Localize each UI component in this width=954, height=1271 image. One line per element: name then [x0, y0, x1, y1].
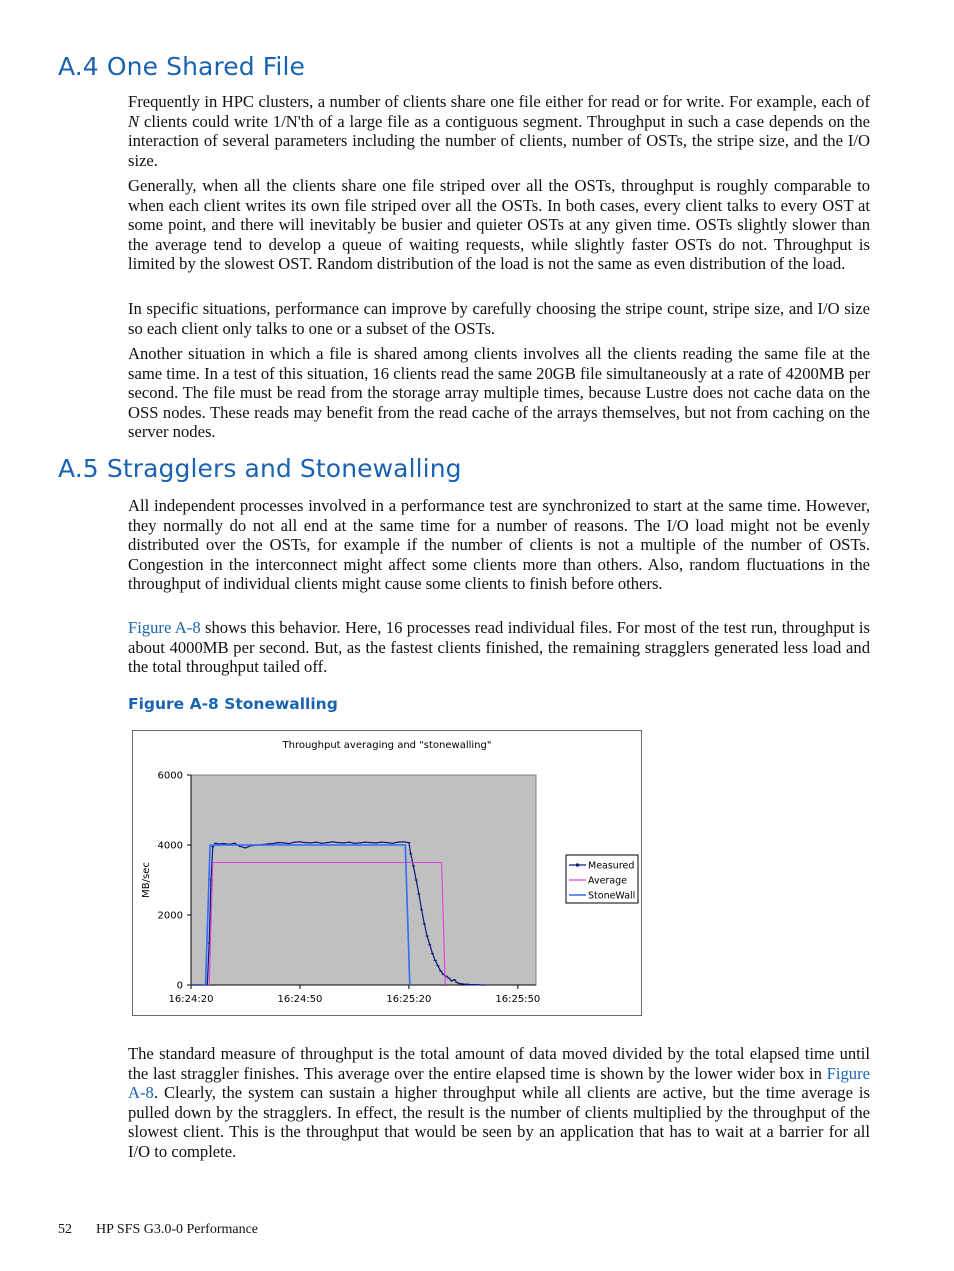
paragraph-a4-4: Another situation in which a file is shared among clients involves all the clients reading the same file at the same time. In a test of this situation, 16 clients read the same 20GB file simultaneously at a rate of 4200MB per second. The file must be read from the storage array multiple times, because Lustre does not cache data on the OSS nodes. These reads may benefit from the read cache of the arrays themselves, but not from caching on the server nodes. [128, 344, 870, 441]
paragraph-text: clients could write 1/N'th of a large file as a contiguous segment. Throughput in such a case depends on the interaction of several parameters including the number of clients, number of OSTs, the stripe size, and the I/O size. [128, 111, 870, 170]
x-axis [169, 985, 541, 1005]
paragraph-a4-2: Generally, when all the clients share one file striped over all the OSTs, throughput is roughly comparable to when each client writes its own file striped over all the OSTs. In both cases, every client talks to every OST at some point, and there will inevitably be busier and quieter OSTs at any given time. OSTs slightly slower than the average tend to develop a queue of waiting requests, while slightly faster OSTs do not. Throughput is limited by the slowest OST. Random distribution of the load is not the same as even distribution of the load. [128, 176, 870, 273]
chart-svg [133, 731, 641, 1015]
paragraph-text: The standard measure of throughput is the total amount of data moved divided by the total elapsed time until the last straggler finishes. This average over the entire elapsed time is shown by the lower wider box in [128, 1044, 870, 1083]
page-number: 52 [58, 1222, 72, 1237]
document-title: HP SFS G3.0-0 Performance [96, 1222, 259, 1237]
legend-label: StoneWall [588, 890, 636, 902]
paragraph-a5-1: All independent processes involved in a performance test are synchronized to start at the same time. However, they normally do not all end at the same time for a number of reasons. The I/O load might not be evenly distributed over the OSTs, for example if the number of clients is not a multiple of the number of OSTs. Congestion in the interconnect might affect some clients more than others. Also, random fluctuations in the throughput of individual clients might cause some clients to finish before others. [128, 496, 870, 593]
y-tick-label: 2000 [157, 910, 183, 922]
paragraph-a4-3: In specific situations, performance can improve by carefully choosing the stripe count, stripe size, and I/O size so each client only talks to one or a subset of the OSTs. [128, 299, 870, 338]
stonewalling-chart [132, 730, 642, 1016]
chart-title: Throughput averaging and "stonewalling" [282, 740, 492, 751]
figure-link[interactable]: Figure A-8 [128, 618, 201, 637]
y-axis-label: MB/sec [141, 862, 152, 898]
legend-label: Average [588, 875, 628, 887]
paragraph-text: Frequently in HPC clusters, a number of clients share one file either for read or for write. For example, each of [128, 92, 870, 111]
x-tick-label: 16:24:50 [277, 994, 323, 1005]
paragraph-emphasis: N [128, 111, 140, 131]
x-tick-label: 16:25:50 [495, 994, 541, 1005]
y-tick-label: 6000 [157, 770, 183, 782]
paragraph-a4-1 [128, 92, 870, 170]
y-tick-label: 4000 [157, 840, 183, 852]
x-tick-label: 16:24:20 [168, 994, 214, 1005]
paragraph-a5-3 [128, 1044, 870, 1161]
figure-link[interactable]: Figure A-8 [128, 1063, 870, 1102]
paragraph-text: shows this behavior. Here, 16 processes read individual files. For most of the test run, throughput is about 4000MB per second. But, as the fastest clients finished, the remaining stragglers generated less load and the total throughput tailed off. [128, 618, 870, 676]
y-tick-label: 0 [176, 980, 183, 992]
section-heading-a4: A.4 One Shared File [58, 52, 306, 81]
paragraph-a5-2 [128, 618, 870, 677]
y-axis [158, 771, 191, 992]
paragraph-text: . Clearly, the system can sustain a higher throughput while all clients are active, but the time average is pulled down by the stragglers. In effect, the result is the number of clients multiplied by the throughput of the slowest client. This is the throughput that would be seen by an application that has to wait at a barrier for all I/O to complete. [128, 1083, 870, 1161]
plot-area [191, 775, 536, 985]
chart-legend [566, 855, 638, 903]
x-tick-label: 16:25:20 [386, 994, 432, 1005]
figure-caption: Figure A-8 Stonewalling [128, 695, 338, 713]
legend-label: Measured [588, 860, 635, 872]
page-footer [58, 1222, 258, 1238]
section-heading-a5: A.5 Stragglers and Stonewalling [58, 454, 462, 483]
